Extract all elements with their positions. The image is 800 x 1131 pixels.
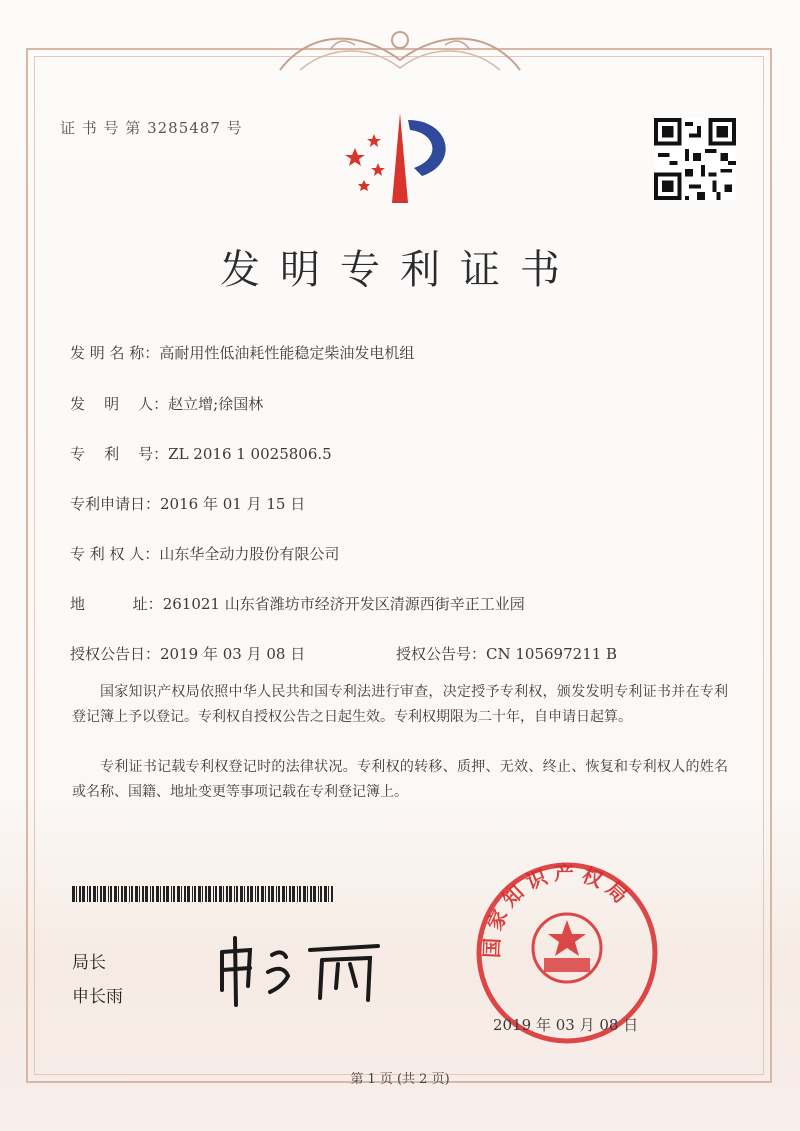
patent-number-value: ZL 2016 1 0025806.5 <box>168 445 332 463</box>
patentee-value: 山东华全动力股份有限公司 <box>159 545 340 563</box>
invention-name-row <box>70 342 414 363</box>
legal-paragraph-1: 国家知识产权局依照中华人民共和国专利法进行审查，决定授予专利权，颁发发明专利证书并在专利登记簿上予以登记。专利权自授权公告之日起生效。专利权期限为二十年，自申请日起算。 <box>72 684 728 725</box>
invention-name-value: 高耐用性低油耗性能稳定柴油发电机组 <box>159 344 415 362</box>
patentee-row <box>70 543 339 564</box>
address-value: 261021 山东省潍坊市经济开发区清源西街辛正工业园 <box>162 595 525 613</box>
svg-text:国家知识产权局: 国家知识产权局 <box>479 860 637 959</box>
seal-date: 2019 年 03 月 08 日 <box>493 1016 639 1034</box>
patent-number-row <box>70 443 332 464</box>
filing-date-value: 2016 年 01 月 15 日 <box>160 495 306 513</box>
patent-office-logo <box>330 108 470 208</box>
grant-number-value: CN 105697211 B <box>486 645 618 663</box>
legal-paragraph-2: 专利证书记载专利权登记时的法律状况。专利权的转移、质押、无效、终止、恢复和专利权人的姓名或名称、国籍、地址变更等事项记载在专利登记簿上。 <box>72 759 728 800</box>
filing-date-row <box>70 493 305 514</box>
grant-number-row <box>396 643 617 664</box>
qr-code <box>654 118 736 200</box>
address-label: 地 址： <box>70 595 163 613</box>
grant-date-row <box>70 643 305 664</box>
patentee-label: 专 利 权 人： <box>70 545 160 563</box>
inventor-row <box>70 393 263 414</box>
grant-number-label: 授权公告号： <box>396 645 487 663</box>
grant-date-value: 2019 年 03 月 08 日 <box>160 645 306 663</box>
invention-name-label: 发 明 名 称： <box>70 344 160 362</box>
page-number: 第 1 页 (共 2 页) <box>350 1072 450 1087</box>
patent-number-label: 专 利 号： <box>70 445 169 463</box>
barcode <box>72 886 337 902</box>
inventor-value: 赵立增;徐国林 <box>168 395 264 413</box>
filing-date-label: 专利申请日： <box>70 495 161 513</box>
director-signature <box>210 930 400 1010</box>
certificate-number: 证 书 号 第 3285487 号 <box>60 119 243 137</box>
certificate-title: 发明专利证书 <box>220 247 580 293</box>
top-ornament-decoration <box>270 20 530 78</box>
inventor-label: 发 明 人： <box>70 395 169 413</box>
director-name: 申长雨 <box>72 987 123 1007</box>
director-title: 局长 <box>72 953 106 973</box>
address-row <box>70 593 525 614</box>
grant-date-label: 授权公告日： <box>70 645 161 663</box>
